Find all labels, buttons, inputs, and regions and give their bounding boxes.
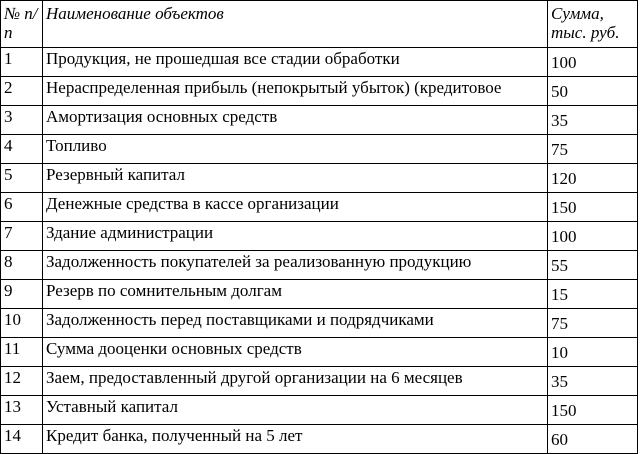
table-row [1,280,638,309]
row-sum: 10 [548,338,638,367]
table-row [1,193,638,222]
objects-table-body [1,1,638,454]
row-sum: 150 [548,396,638,425]
row-number: 7 [1,222,43,251]
table-row [1,164,638,193]
table-row [1,77,638,106]
row-name: Сумма дооценки основных средств [43,338,548,367]
row-number: 13 [1,396,43,425]
row-number: 6 [1,193,43,222]
row-number: 9 [1,280,43,309]
table-row [1,396,638,425]
row-sum: 50 [548,77,638,106]
row-sum: 35 [548,106,638,135]
row-name: Здание администрации [43,222,548,251]
header-number: № п/п [1,1,43,48]
table-row [1,251,638,280]
table-row [1,222,638,251]
row-sum: 55 [548,251,638,280]
row-sum: 15 [548,280,638,309]
header-sum: Сумма, тыс. руб. [548,1,638,48]
table-row [1,338,638,367]
table-row [1,135,638,164]
header-name: Наименование объектов [43,1,548,48]
table-row [1,367,638,396]
table-row [1,309,638,338]
row-name: Резервный капитал [43,164,548,193]
row-number: 14 [1,425,43,454]
row-name: Нераспределенная прибыль (непокрытый убыток) (кредитовое [43,77,548,106]
row-number: 3 [1,106,43,135]
row-name: Денежные средства в кассе организации [43,193,548,222]
row-number: 4 [1,135,43,164]
table-row [1,48,638,77]
row-name: Уставный капитал [43,396,548,425]
table-header-row [1,1,638,48]
row-number: 10 [1,309,43,338]
row-number: 2 [1,77,43,106]
row-sum: 120 [548,164,638,193]
row-name: Заем, предоставленный другой организации на 6 месяцев [43,367,548,396]
row-name: Задолженность покупателей за реализованную продукцию [43,251,548,280]
row-sum: 60 [548,425,638,454]
row-sum: 75 [548,309,638,338]
row-name: Топливо [43,135,548,164]
row-sum: 100 [548,222,638,251]
table-row [1,425,638,454]
row-name: Амортизация основных средств [43,106,548,135]
row-sum: 75 [548,135,638,164]
row-number: 8 [1,251,43,280]
table-row [1,106,638,135]
row-name: Задолженность перед поставщиками и подрядчиками [43,309,548,338]
row-number: 11 [1,338,43,367]
row-number: 5 [1,164,43,193]
row-name: Кредит банка, полученный на 5 лет [43,425,548,454]
row-sum: 35 [548,367,638,396]
row-number: 12 [1,367,43,396]
row-name: Резерв по сомнительным долгам [43,280,548,309]
row-number: 1 [1,48,43,77]
row-sum: 100 [548,48,638,77]
row-sum: 150 [548,193,638,222]
row-name: Продукция, не прошедшая все стадии обработки [43,48,548,77]
